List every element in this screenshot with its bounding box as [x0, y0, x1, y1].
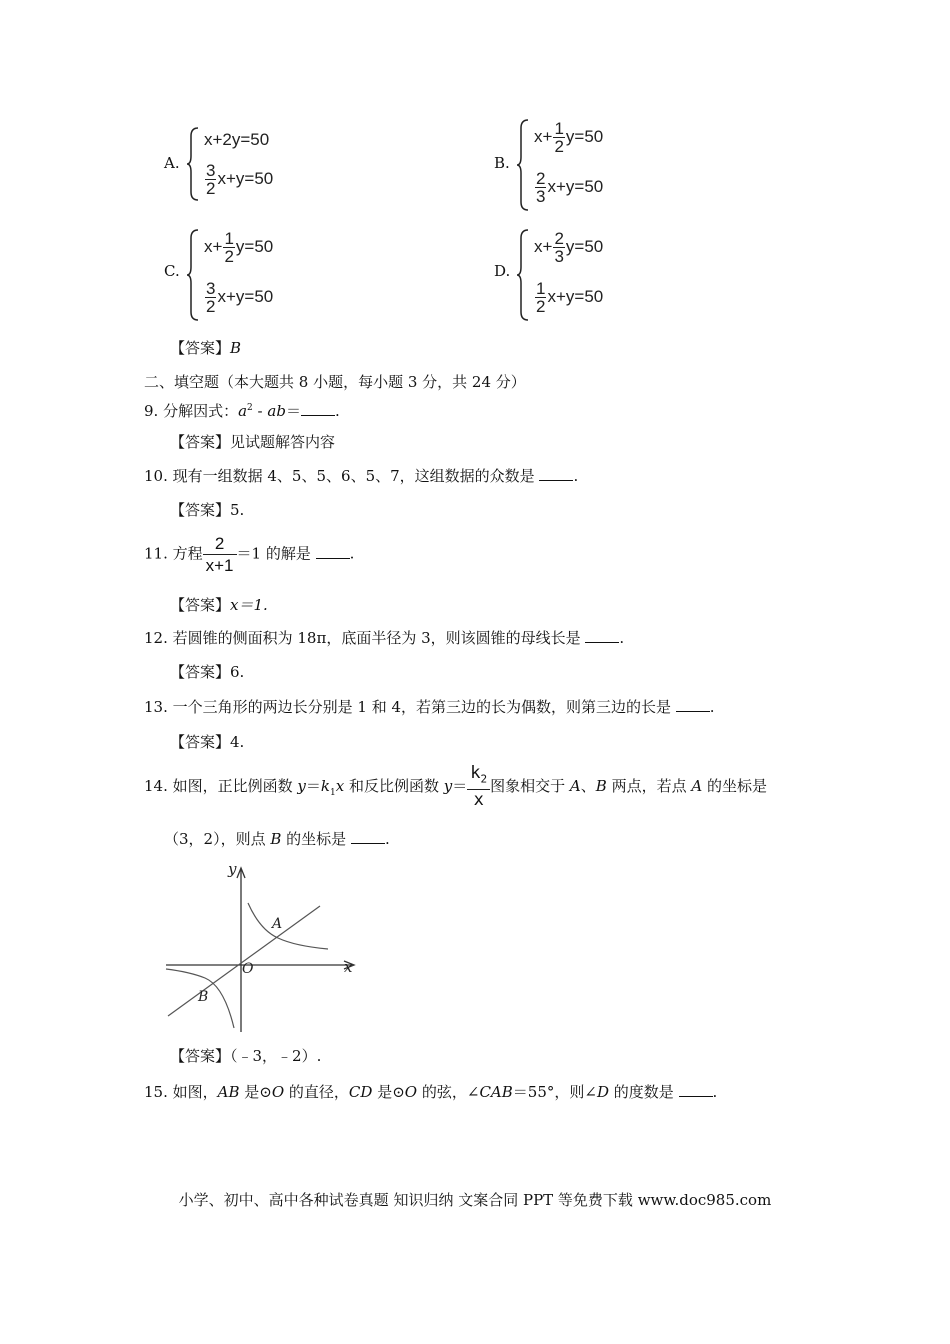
option-c-eq2: $\frac{3}{2}$ x+y=50 [206, 279, 274, 316]
option-d-eq1: x+ $\frac{2}{3}$ y=50 [534, 229, 604, 266]
origin-label: O [242, 961, 254, 977]
option-a-eq2: $\frac{3}{2}$ x+y=50 [206, 161, 274, 198]
fraction: $\frac{2}{3}$ [536, 169, 546, 206]
answer-q14: 【答案】（﹣3，﹣2）. [170, 1047, 322, 1065]
fraction: $\frac{1}{2}$ [536, 279, 546, 316]
fraction: $\frac{3}{2}$ [206, 279, 216, 316]
point-b-label: B [198, 989, 209, 1005]
option-c-eq1: x+ $\frac{1}{2}$ y=50 [204, 229, 274, 266]
answer-q13: 【答案】4. [170, 733, 245, 751]
option-d-label: D. [494, 262, 511, 280]
question-11: 11. 方程 $\frac{2}{x+1}$ ＝1 的解是 . [144, 534, 355, 575]
answer-q12: 【答案】6. [170, 663, 245, 681]
answer-blank[interactable] [351, 829, 385, 844]
question-14-line2: （3，2），则点 B 的坐标是 . [164, 830, 390, 848]
answer-blank[interactable] [676, 697, 710, 712]
y-axis-label: y [228, 860, 237, 878]
fraction: $\frac{1}{2}$ [554, 119, 564, 156]
answer-q11: 【答案】x＝1. [170, 596, 268, 614]
option-a-system [186, 126, 296, 202]
page-footer: 小学、初中、高中各种试卷真题 知识归纳 文案合同 PPT 等免费下载 www.doc985.com [178, 1191, 772, 1209]
point-a-label: A [272, 916, 283, 932]
option-b-eq2: $\frac{2}{3}$ x+y=50 [536, 169, 604, 206]
fraction: $\frac{2}{x+1}$ [203, 533, 237, 576]
option-d-eq2: $\frac{1}{2}$ x+y=50 [536, 279, 604, 316]
question-15: 15. 如图，AB 是⊙O 的直径，CD 是⊙O 的弦，∠CAB＝55°，则∠D 的度数是 . [144, 1083, 718, 1101]
section-title: 二、填空题（本大题共 8 小题，每小题 3 分，共 24 分） [144, 373, 526, 391]
option-a-eq1: x+2y=50 [204, 130, 270, 149]
option-a-label: A. [164, 154, 180, 172]
question-9: 9. 分解因式：$a^2 - ab=$ . [144, 402, 340, 420]
function-graph-figure [160, 858, 365, 1036]
answer-q9: 【答案】见试题解答内容 [170, 433, 336, 451]
fraction: $\frac{k_2}{x}$ [467, 763, 490, 811]
hyperbola-branch-upper [248, 903, 328, 949]
option-b-label: B. [494, 154, 510, 172]
option-b-eq1: x+ $\frac{1}{2}$ y=50 [534, 119, 604, 156]
left-brace-icon [516, 228, 530, 322]
fraction: $\frac{2}{3}$ [554, 229, 564, 266]
answer-blank[interactable] [585, 628, 619, 643]
answer-blank[interactable] [301, 401, 335, 416]
left-brace-icon [186, 126, 200, 202]
question-10: 10. 现有一组数据 4、5、5、6、5、7，这组数据的众数是 . [144, 467, 579, 485]
option-c-system [186, 228, 296, 324]
x-axis-label: x [344, 958, 353, 976]
answer-blank[interactable] [679, 1082, 713, 1097]
question-13: 13. 一个三角形的两边长分别是 1 和 4，若第三边的长为偶数，则第三边的长是 . [144, 698, 715, 716]
left-brace-icon [186, 228, 200, 322]
fraction: $\frac{1}{2}$ [224, 229, 234, 266]
answer-q8: 【答案】B [170, 339, 242, 357]
answer-blank[interactable] [316, 544, 350, 559]
option-c-label: C. [164, 262, 180, 280]
question-14-line1: 14. 如图，正比例函数 $y=k_1x$ 和反比例函数 y＝ $\frac{k_2}{x}$ 图象相交于 A、B 两点，若点 A 的坐标是 [144, 763, 767, 811]
answer-q10: 【答案】5. [170, 501, 245, 519]
fraction: $\frac{3}{2}$ [206, 161, 216, 198]
question-12: 12. 若圆锥的侧面积为 18π，底面半径为 3，则该圆锥的母线长是 . [144, 629, 625, 647]
option-d-system [516, 228, 626, 324]
option-b-system [516, 118, 626, 214]
left-brace-icon [516, 118, 530, 212]
answer-blank[interactable] [539, 466, 573, 481]
